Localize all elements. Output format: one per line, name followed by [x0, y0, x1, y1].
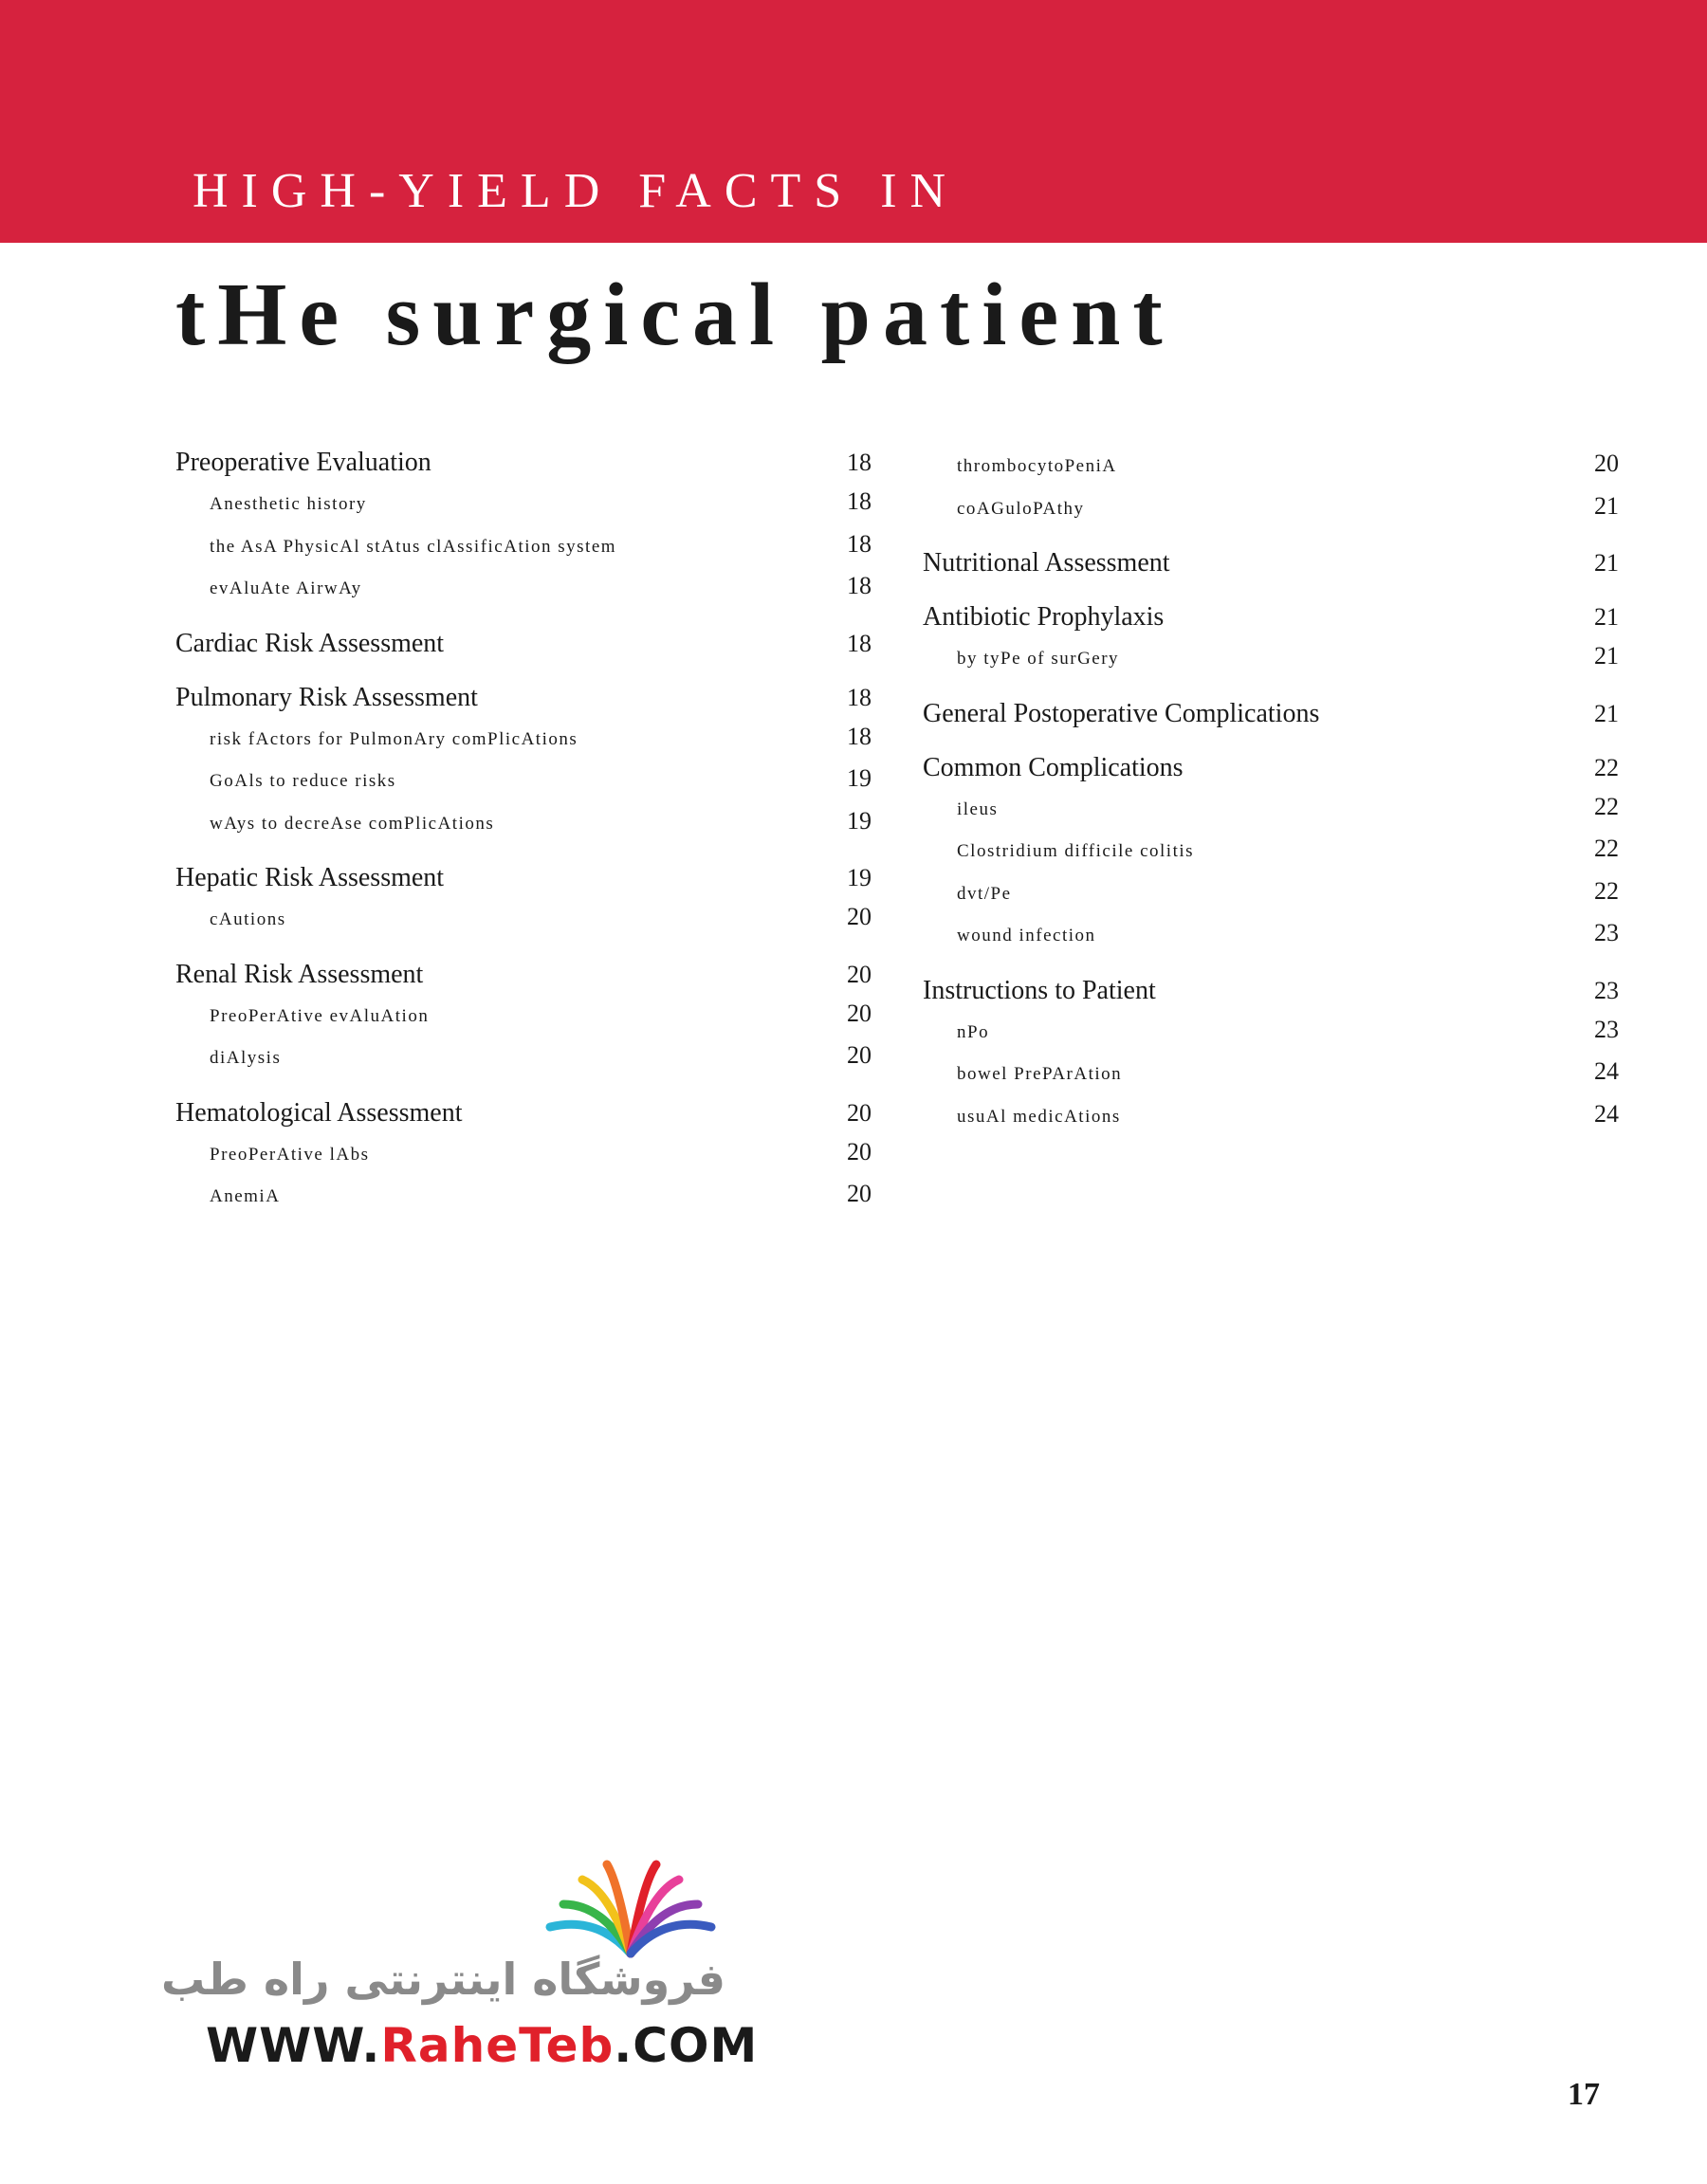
toc-subsection-entry	[175, 1132, 872, 1175]
toc-subsection-entry	[175, 1174, 872, 1217]
toc-entry-page: 22	[1594, 753, 1619, 781]
watermark-url-prefix: WWW.	[206, 2018, 381, 2073]
toc-section-entry	[175, 625, 872, 663]
toc-entry-page: 20	[1594, 450, 1619, 477]
watermark-url-brand: RaheTeb	[380, 2018, 615, 2073]
toc-entry-page: 18	[847, 529, 872, 558]
toc-section-entry	[175, 1094, 872, 1132]
toc-section-entry	[923, 749, 1619, 787]
toc-subsection-entry	[923, 787, 1619, 830]
toc-entry-label: diAlysis	[210, 1048, 282, 1068]
toc-entry-label: Nutritional Assessment	[923, 548, 1170, 578]
toc-entry-label: ileus	[957, 798, 999, 819]
toc-entry-page: 22	[1594, 876, 1619, 905]
toc-section-entry	[923, 695, 1619, 733]
toc-subsection-entry	[923, 913, 1619, 956]
toc-entry-label: nPo	[957, 1021, 990, 1042]
toc-entry-page: 24	[1594, 1099, 1619, 1128]
chapter-title: tHe surgical patient	[175, 266, 1175, 364]
toc-entry-page: 23	[1594, 976, 1619, 1004]
toc-entry-label: Preoperative Evaluation	[175, 448, 431, 477]
toc-entry-label: Anesthetic history	[210, 494, 367, 514]
toc-entry-page: 22	[1594, 835, 1619, 862]
toc-entry-label: thrombocytoPeniA	[957, 456, 1117, 476]
toc-subsection-entry	[175, 1036, 872, 1078]
toc-entry-page: 24	[1594, 1057, 1619, 1085]
toc-entry-page: 19	[847, 764, 872, 792]
toc-entry-page: 20	[847, 1041, 872, 1069]
toc-subsection-entry	[175, 524, 872, 567]
toc-entry-label: dvt/Pe	[957, 883, 1012, 904]
toc-entry-page: 18	[847, 449, 872, 476]
toc-right-column	[923, 444, 1619, 1136]
page-number: 17	[1568, 2077, 1600, 2112]
toc-section-entry	[175, 444, 872, 482]
toc-subsection-entry	[923, 872, 1619, 914]
toc-entry-label: wAys to decreAse comPlicAtions	[210, 813, 495, 834]
toc-entry-page: 21	[1594, 603, 1619, 631]
toc-entry-label: by tyPe of surGery	[957, 649, 1120, 669]
toc-section-entry	[175, 956, 872, 994]
toc-entry-page: 20	[847, 903, 872, 930]
toc-section-entry	[923, 598, 1619, 636]
toc-entry-label: coAGuloPAthy	[957, 498, 1085, 519]
toc-section-entry	[923, 544, 1619, 582]
toc-entry-page: 18	[847, 683, 872, 711]
toc-subsection-entry	[175, 717, 872, 760]
watermark-url	[206, 2018, 758, 2073]
toc-entry-label: GoAls to reduce risks	[210, 771, 396, 791]
toc-entry-label: PreoPerAtive lAbs	[210, 1144, 370, 1165]
toc-subsection-entry	[923, 829, 1619, 872]
toc-entry-page: 21	[1594, 642, 1619, 670]
toc-entry-label: Hepatic Risk Assessment	[175, 863, 445, 892]
toc-entry-page: 21	[1594, 699, 1619, 727]
toc-entry-page: 18	[847, 722, 872, 750]
toc-subsection-entry	[175, 994, 872, 1037]
toc-entry-page: 20	[847, 999, 872, 1027]
toc-entry-label: Common Complications	[923, 752, 1184, 782]
toc-entry-page: 21	[1594, 491, 1619, 520]
toc-entry-label: Hematological Assessment	[175, 1097, 463, 1128]
toc-entry-label: Pulmonary Risk Assessment	[175, 682, 478, 712]
toc-entry-page: 19	[847, 806, 872, 835]
toc-entry-page: 21	[1594, 549, 1619, 577]
toc-entry-label: bowel PrePArAtion	[957, 1064, 1123, 1084]
watermark-url-suffix: .COM	[614, 2018, 759, 2073]
toc-entry-label: PreoPerAtive evAluAtion	[210, 1005, 430, 1026]
toc-entry-label: cAutions	[210, 909, 286, 929]
toc-section-entry	[923, 972, 1619, 1010]
toc-entry-label: Clostridium difficile colitis	[957, 841, 1195, 861]
toc-entry-label: Instructions to Patient	[923, 975, 1156, 1005]
toc-subsection-entry	[923, 1094, 1619, 1137]
toc-subsection-entry	[923, 636, 1619, 679]
toc-entry-page: 18	[847, 629, 872, 657]
banner-heading: HIGH-YIELD FACTS IN	[193, 164, 960, 218]
toc-subsection-entry	[175, 759, 872, 801]
open-book-icon	[541, 1859, 721, 1963]
toc-entry-page: 18	[847, 572, 872, 599]
watermark-persian-text: فروشگاه اینترنتی راه طب	[160, 1954, 725, 2005]
toc-subsection-entry	[175, 482, 872, 524]
toc-subsection-entry	[175, 566, 872, 609]
toc-entry-label: evAluAte AirwAy	[210, 578, 362, 598]
toc-left-column	[175, 444, 872, 1217]
toc-entry-label: risk fActors for PulmonAry comPlicAtions	[210, 728, 578, 749]
toc-subsection-entry	[923, 444, 1619, 486]
toc-entry-label: Renal Risk Assessment	[175, 959, 424, 989]
toc-entry-page: 20	[847, 1137, 872, 1165]
toc-subsection-entry	[923, 1052, 1619, 1094]
toc-entry-label: Cardiac Risk Assessment	[175, 628, 445, 658]
toc-entry-label: usuAl medicAtions	[957, 1106, 1121, 1127]
toc-subsection-entry	[923, 486, 1619, 529]
toc-entry-page: 20	[847, 1180, 872, 1207]
toc-entry-label: Antibiotic Prophylaxis	[923, 602, 1165, 632]
toc-entry-page: 19	[847, 864, 872, 891]
toc-entry-label: the AsA PhysicAl stAtus clAssificAtion system	[210, 536, 617, 557]
toc-entry-label: General Postoperative Complications	[923, 698, 1320, 728]
toc-section-entry	[175, 679, 872, 717]
watermark-logo	[160, 1859, 759, 2086]
toc-entry-page: 23	[1594, 1015, 1619, 1043]
toc-subsection-entry	[175, 897, 872, 940]
chapter-banner	[0, 0, 1707, 243]
toc-entry-label: AnemiA	[210, 1186, 281, 1206]
toc-subsection-entry	[175, 801, 872, 844]
toc-entry-page: 18	[847, 487, 872, 515]
toc-entry-page: 22	[1594, 792, 1619, 820]
toc-entry-page: 20	[847, 960, 872, 988]
toc-section-entry	[175, 859, 872, 897]
toc-entry-page: 23	[1594, 919, 1619, 946]
toc-entry-label: wound infection	[957, 926, 1096, 945]
toc-entry-page: 20	[847, 1098, 872, 1127]
toc-subsection-entry	[923, 1010, 1619, 1053]
